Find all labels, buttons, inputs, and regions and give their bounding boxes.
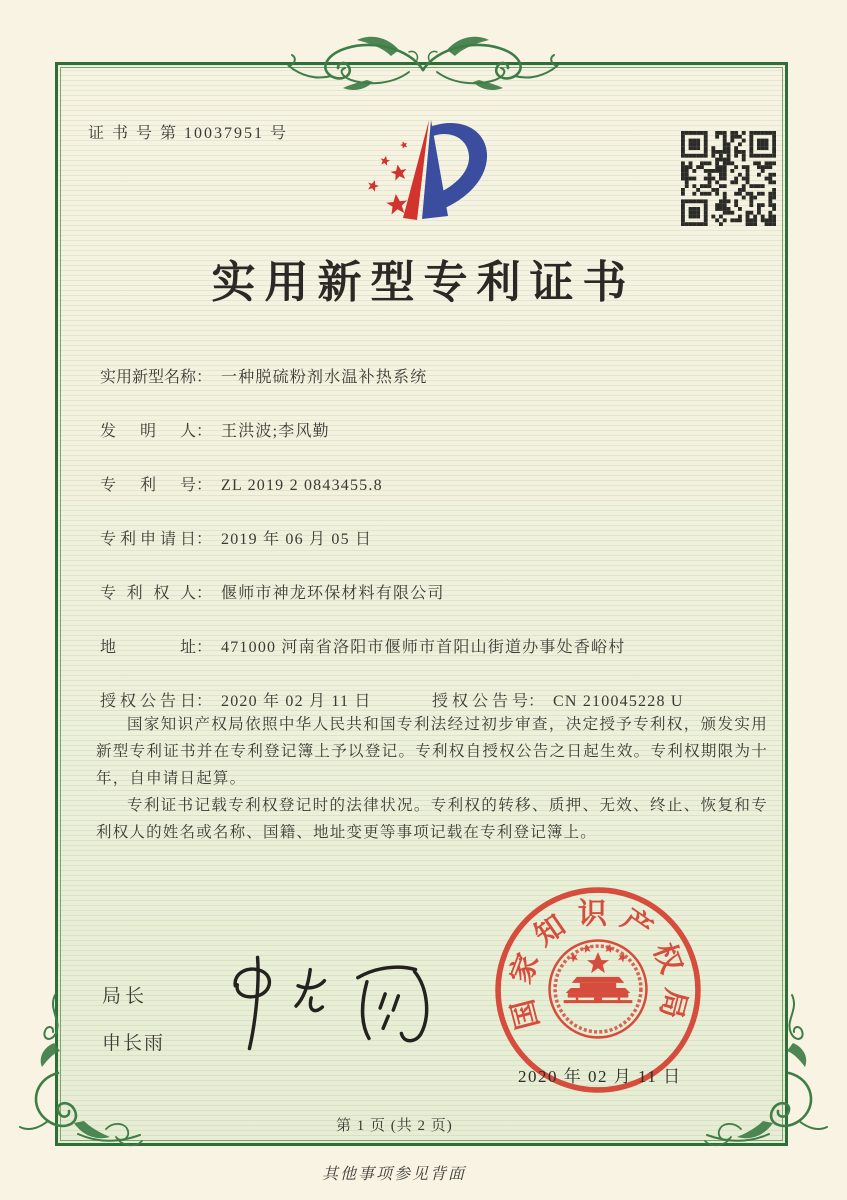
field-row-address <box>100 632 780 686</box>
field-value: 471000 河南省洛阳市偃师市首阳山街道办事处香峪村 <box>221 639 626 656</box>
field-row-name <box>100 362 780 416</box>
field-label: 地址 <box>100 639 196 656</box>
qr-code <box>681 131 776 226</box>
legal-paragraph-2: 专利证书记载专利权登记时的法律状况。专利权的转移、质押、无效、终止、恢复和专利权人的姓名或名称、国籍、地址变更等事项记载在专利登记簿上。 <box>96 797 768 841</box>
field-row-inventors <box>100 416 780 470</box>
field-label: 授权公告号 <box>432 693 528 710</box>
field-colon: ： <box>196 693 213 710</box>
field-value: 一种脱硫粉剂水温补热系统 <box>221 369 428 386</box>
legal-text <box>96 711 768 846</box>
field-label: 专利申请日 <box>100 531 196 548</box>
corner-flourish-left <box>16 995 144 1157</box>
top-flourish-ornament <box>277 30 569 96</box>
field-value: 2019 年 06 月 05 日 <box>221 531 373 548</box>
seal-text: 国家知识产权局 <box>504 898 692 1033</box>
field-colon: ： <box>196 639 213 656</box>
field-label: 发明人 <box>100 423 196 440</box>
field-row-patentee <box>100 578 780 632</box>
field-label: 专利权人 <box>100 585 196 602</box>
field-value: 偃师市神龙环保材料有限公司 <box>221 585 445 602</box>
field-colon: ： <box>528 693 545 710</box>
field-list <box>100 362 780 740</box>
field-colon: ： <box>196 531 213 548</box>
national-emblem <box>550 941 647 1038</box>
officer-title: 局长 <box>102 986 149 1007</box>
field-value: ZL 2019 2 0843455.8 <box>221 477 383 494</box>
field-label: 专利号 <box>100 477 196 494</box>
seal-date: 2020 年 02 月 11 日 <box>518 1067 682 1086</box>
back-note: 其他事项参见背面 <box>322 1166 467 1183</box>
field-row-patent-no <box>100 470 780 524</box>
certificate-title: 实用新型专利证书 <box>211 258 636 307</box>
grant-number-group <box>432 688 684 711</box>
page-number: 第 1 页 (共 2 页) <box>336 1118 453 1134</box>
field-label: 实用新型名称 <box>100 369 197 386</box>
field-colon: ： <box>196 585 213 602</box>
certificate-number: 证 书 号 第 10037951 号 <box>88 125 289 142</box>
grant-date-value: 2020 年 02 月 11 日 <box>221 693 372 710</box>
field-row-filing-date <box>100 524 780 578</box>
field-colon: ： <box>196 477 213 494</box>
legal-paragraph-1: 国家知识产权局依照中华人民共和国专利法经过初步审查，决定授予专利权，颁发实用新型专利证书并在专利登记簿上予以登记。专利权自授权公告之日起生效。专利权期限为十年，自申请日起算。 <box>96 716 768 787</box>
field-colon: ： <box>196 423 213 440</box>
field-value: 王洪波;李风勤 <box>221 423 330 440</box>
field-colon: ： <box>196 369 213 386</box>
grant-number-value: CN 210045228 U <box>553 693 684 710</box>
officer-signature <box>213 943 451 1065</box>
officer-name: 申长雨 <box>102 1033 166 1054</box>
cnipa-logo <box>360 110 500 232</box>
field-label: 授权公告日 <box>100 693 196 710</box>
corner-flourish-right <box>703 995 831 1157</box>
